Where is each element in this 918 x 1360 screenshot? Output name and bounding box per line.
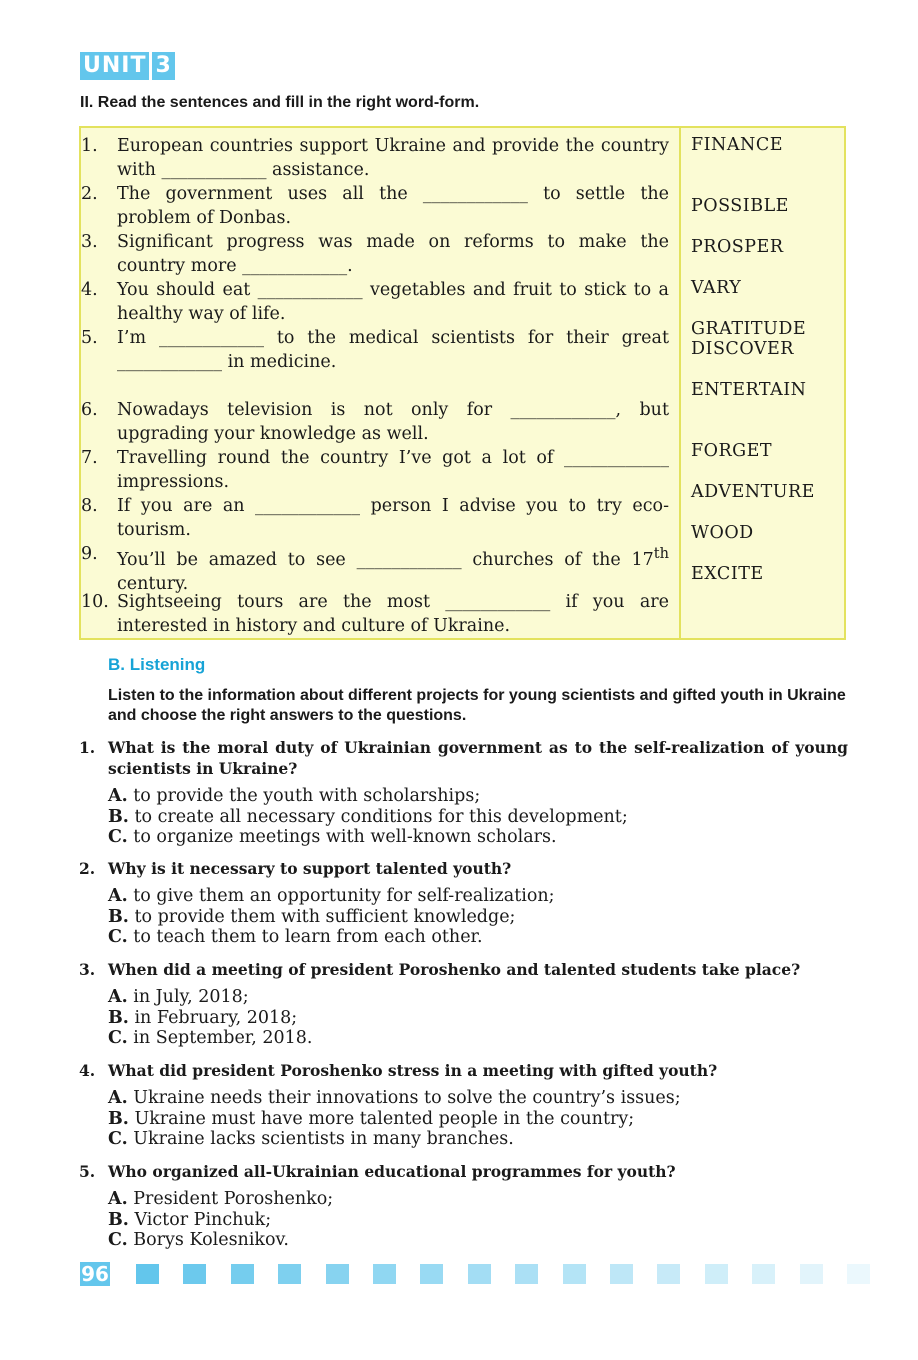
answer-text: to provide the youth with scholarships; [127,786,481,806]
answers-5 [108,1189,333,1251]
answer-letter: C. [108,1129,128,1149]
answer-text: Victor Pinchuk; [128,1209,272,1230]
answer-text: in September, 2018. [127,1028,313,1048]
sentence-text: The government uses all the ____________ to settle the problem of Donbas. [117,184,669,228]
sentence-number: 9. [81,544,98,564]
answer-option [108,1109,681,1130]
sentence-number: 8. [81,496,98,516]
question-number: 1. [79,738,96,757]
column-divider [679,128,681,638]
question-number: 3. [79,960,96,979]
listening-instructions: Listen to the information about different projects for young scientists and gifted youth in Ukraine and choose the right answers to the questions. [108,687,846,724]
page-number: 96 [81,1262,109,1286]
word-possible: POSSIBLE [691,196,789,216]
footer-square [468,1264,491,1284]
answer-option [108,1028,312,1049]
answer-option [108,807,628,828]
sentence-4 [81,278,669,326]
answer-text: Borys Kolesnikov. [127,1230,289,1250]
sentence-number: 3. [81,232,98,252]
word-vary: VARY [691,278,742,298]
sentence-3 [81,230,669,278]
footer-square [183,1264,206,1284]
answer-text: Ukraine needs their innovations to solve the country’s issues; [127,1088,681,1108]
footer-square [610,1264,633,1284]
question-text: Who organized all-Ukrainian educational programmes for youth? [108,1162,676,1181]
superscript: th [653,545,669,562]
sentence-6 [81,398,669,446]
answers-3 [108,987,312,1049]
word-finance: FINANCE [691,135,783,155]
answer-letter: A. [108,987,128,1007]
answer-text: to provide them with sufficient knowledge; [128,906,516,927]
word-discover: DISCOVER [691,339,794,359]
answer-letter: B. [108,906,129,927]
sentence-text: Significant progress was made on reforms to make the country more ____________. [117,232,669,276]
question-5 [79,1161,848,1182]
sentence-10 [81,590,669,638]
answer-option [108,786,628,807]
question-number: 4. [79,1061,96,1080]
answer-letter: B. [108,806,129,827]
sentence-number: 6. [81,400,98,420]
answer-text: to give them an opportunity for self-realization; [127,886,555,906]
unit-badge [80,52,175,80]
footer-square [563,1264,586,1284]
sentence-5 [81,326,669,374]
question-text: What did president Poroshenko stress in a meeting with gifted youth? [108,1061,718,1080]
sentence-number: 4. [81,280,98,300]
sentence-text: If you are an ____________ person I advise you to try eco-tourism. [117,496,669,540]
answer-text: to teach them to learn from each other. [127,927,483,947]
answer-letter: C. [108,827,128,847]
answer-letter: A. [108,786,128,806]
answers-4 [108,1088,681,1150]
answer-text: in February, 2018; [128,1007,298,1028]
question-text: What is the moral duty of Ukrainian government as to the self-realization of young scientists in Ukraine? [108,738,848,778]
exercise-box [79,126,846,640]
answer-option [108,1129,681,1150]
footer-square [657,1264,680,1284]
answer-letter: B. [108,1108,129,1129]
footer-square [278,1264,301,1284]
sentence-9 [81,542,669,596]
sentence-8 [81,494,669,542]
question-2 [79,858,848,879]
sentence-text: I’m ____________ to the medical scientists for their great ____________ in medicine. [117,328,669,372]
sentence-text: Sightseeing tours are the most ____________ if you are interested in history and culture of Ukraine. [117,592,669,636]
section-title: II. Read the sentences and fill in the right word-form. [80,94,480,111]
word-entertain: ENTERTAIN [691,380,807,400]
answer-option [108,1210,333,1231]
question-3 [79,959,848,980]
sentence-text: You should eat ____________ vegetables and fruit to stick to a healthy way of life. [117,280,669,324]
answer-option [108,1189,333,1210]
answer-text: to create all necessary conditions for this development; [128,806,628,827]
answer-letter: B. [108,1007,129,1028]
answer-option [108,886,555,907]
footer-square [420,1264,443,1284]
answer-letter: C. [108,1230,128,1250]
sentence-text-end: century. [117,573,189,594]
answer-option [108,987,312,1008]
answer-text: Ukraine lacks scientists in many branches. [127,1129,514,1149]
answers-1 [108,786,628,848]
footer-square [752,1264,775,1284]
sentence-1 [81,134,669,182]
answer-option [108,1008,312,1029]
word-gratitude: GRATITUDE [691,319,807,339]
answer-letter: A. [108,1088,128,1108]
sentence-text: You’ll be amazed to see ____________ churches of the 17 [117,549,654,570]
unit-label: UNIT [80,52,149,80]
footer-square [373,1264,396,1284]
footer-square [800,1264,823,1284]
answer-option [108,827,628,848]
sentence-2 [81,182,669,230]
question-text: When did a meeting of president Poroshenko and talented students take place? [108,960,801,979]
answer-text: in July, 2018; [127,987,249,1007]
footer-square [326,1264,349,1284]
question-1 [79,737,848,779]
sentence-text: Travelling round the country I’ve got a lot of ____________ impressions. [117,448,669,492]
answer-letter: B. [108,1209,129,1230]
sentence-text: European countries support Ukraine and provide the country with ____________ assistance. [117,136,669,180]
word-wood: WOOD [691,523,754,543]
answer-option [108,927,555,948]
unit-number: 3 [152,52,174,80]
question-4 [79,1060,848,1081]
footer-square [231,1264,254,1284]
footer-square [136,1264,159,1284]
answer-letter: C. [108,927,128,947]
sentence-number: 10. [81,592,109,612]
sentence-text: Nowadays television is not only for ____________, but upgrading your knowledge as well. [117,400,669,444]
answer-option [108,1088,681,1109]
footer-square [515,1264,538,1284]
word-forget: FORGET [691,441,773,461]
sentence-number: 5. [81,328,98,348]
footer-square [847,1264,870,1284]
answer-option [108,907,555,928]
word-adventure: ADVENTURE [691,482,815,502]
sentence-number: 1. [81,136,98,156]
word-excite: EXCITE [691,564,764,584]
question-number: 2. [79,859,96,878]
sentence-number: 7. [81,448,98,468]
word-prosper: PROSPER [691,237,784,257]
question-text: Why is it necessary to support talented youth? [108,859,512,878]
listening-heading: B. Listening [108,655,206,674]
question-number: 5. [79,1162,96,1181]
footer-square [705,1264,728,1284]
answer-text: President Poroshenko; [127,1189,334,1209]
answer-letter: A. [108,886,128,906]
sentence-7 [81,446,669,494]
sentence-number: 2. [81,184,98,204]
answer-option [108,1230,333,1251]
answer-letter: A. [108,1189,128,1209]
answers-2 [108,886,555,948]
answer-text: to organize meetings with well-known scholars. [127,827,557,847]
answer-letter: C. [108,1028,128,1048]
answer-text: Ukraine must have more talented people in the country; [128,1108,635,1129]
